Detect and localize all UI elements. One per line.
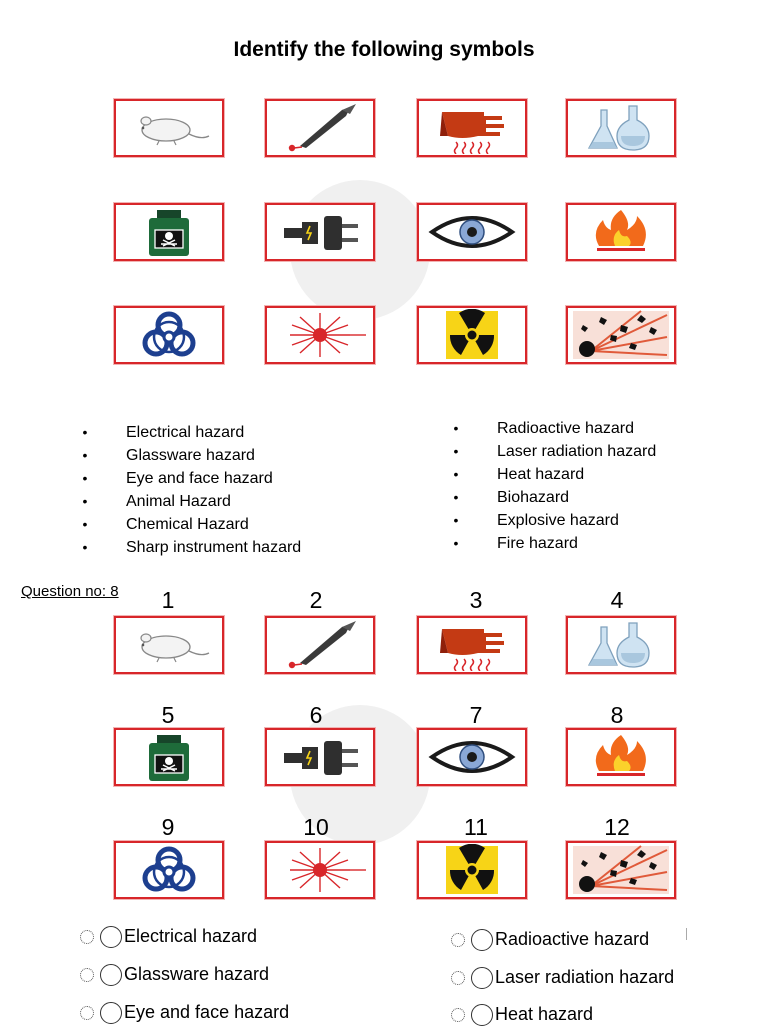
hazard-sign (417, 728, 527, 786)
hazard-sign (265, 99, 375, 157)
hazard-sign (566, 99, 676, 157)
poison-bottle-icon (119, 731, 219, 783)
hazard-sign (265, 616, 375, 674)
eye-icon (422, 731, 522, 783)
hazard-sign (114, 203, 224, 261)
biohazard-icon (119, 309, 219, 361)
list-item: • Radioactive hazard (453, 420, 634, 437)
list-item: • Explosive hazard (453, 512, 619, 529)
hazard-sign (114, 616, 224, 674)
hazard-sign (114, 306, 224, 364)
question-label: Question no: 8 (21, 583, 119, 600)
explosion-icon (571, 844, 671, 896)
radio-small-icon[interactable] (451, 933, 465, 947)
radiation-icon (422, 844, 522, 896)
symbol-number: 5 (161, 702, 175, 728)
radiation-icon (422, 309, 522, 361)
hazard-sign (417, 616, 527, 674)
hazard-sign (265, 728, 375, 786)
plug-icon (270, 731, 370, 783)
symbol-number: 1 (161, 587, 175, 613)
hazard-sign (265, 841, 375, 899)
mouse-icon (119, 619, 219, 671)
hazard-sign (566, 616, 676, 674)
laser-icon (270, 309, 370, 361)
mouse-icon (119, 102, 219, 154)
symbol-number: 4 (610, 587, 624, 613)
hazard-sign (566, 203, 676, 261)
poison-bottle-icon (119, 206, 219, 258)
hazard-sign (114, 728, 224, 786)
hot-hand-icon (422, 102, 522, 154)
option-glassware[interactable]: Glassware hazard (80, 960, 269, 988)
hazard-sign (417, 99, 527, 157)
radio-small-icon[interactable] (451, 1008, 465, 1022)
hazard-sign (114, 99, 224, 157)
hazard-sign (417, 841, 527, 899)
symbol-number: 2 (309, 587, 323, 613)
symbol-number: 9 (161, 814, 175, 840)
hazard-sign (566, 728, 676, 786)
scalpel-icon (270, 102, 370, 154)
radio-small-icon[interactable] (80, 1006, 94, 1020)
radio-button[interactable] (100, 926, 122, 948)
option-eye-face[interactable]: Eye and face hazard (80, 998, 289, 1026)
list-item: • Biohazard (453, 489, 570, 506)
option-electrical[interactable]: Electrical hazard (80, 922, 257, 950)
radio-small-icon[interactable] (80, 968, 94, 982)
list-item: • Chemical Hazard (82, 516, 249, 533)
list-item: • Animal Hazard (82, 493, 231, 510)
hazard-sign (114, 841, 224, 899)
radio-button[interactable] (100, 964, 122, 986)
fire-icon (571, 206, 671, 258)
list-item: • Heat hazard (453, 466, 585, 483)
symbol-number: 6 (309, 702, 323, 728)
radio-button[interactable] (471, 967, 493, 989)
laser-icon (270, 844, 370, 896)
divider (686, 928, 687, 940)
option-laser[interactable]: Laser radiation hazard (451, 963, 674, 991)
biohazard-icon (119, 844, 219, 896)
hazard-sign (417, 203, 527, 261)
symbol-number: 3 (469, 587, 483, 613)
hazard-sign (566, 306, 676, 364)
radio-button[interactable] (471, 929, 493, 951)
radio-small-icon[interactable] (451, 971, 465, 985)
plug-icon (270, 206, 370, 258)
radio-button[interactable] (471, 1004, 493, 1026)
hazard-sign (265, 203, 375, 261)
explosion-icon (571, 309, 671, 361)
radio-small-icon[interactable] (80, 930, 94, 944)
flask-icon (571, 102, 671, 154)
hazard-list-left (82, 421, 302, 559)
list-item: • Laser radiation hazard (453, 443, 657, 460)
radio-button[interactable] (100, 1002, 122, 1024)
hazard-sign (566, 841, 676, 899)
hot-hand-icon (422, 619, 522, 671)
hazard-list-right (453, 417, 657, 555)
option-radioactive[interactable]: Radioactive hazard (451, 925, 649, 953)
list-item: • Fire hazard (453, 535, 578, 552)
list-item: • Electrical hazard (82, 424, 245, 441)
hazard-sign (265, 306, 375, 364)
list-item: • Glassware hazard (82, 447, 255, 464)
scalpel-icon (270, 619, 370, 671)
flask-icon (571, 619, 671, 671)
list-item: • Eye and face hazard (82, 470, 273, 487)
list-item: • Sharp instrument hazard (82, 539, 302, 556)
symbol-number: 12 (604, 814, 630, 840)
fire-icon (571, 731, 671, 783)
symbol-number: 7 (469, 702, 483, 728)
symbol-number: 10 (303, 814, 329, 840)
hazard-sign (417, 306, 527, 364)
option-heat[interactable]: Heat hazard (451, 1000, 593, 1028)
symbol-number: 8 (610, 702, 624, 728)
symbol-number: 11 (464, 814, 488, 840)
eye-icon (422, 206, 522, 258)
page-title: Identify the following symbols (233, 38, 535, 61)
